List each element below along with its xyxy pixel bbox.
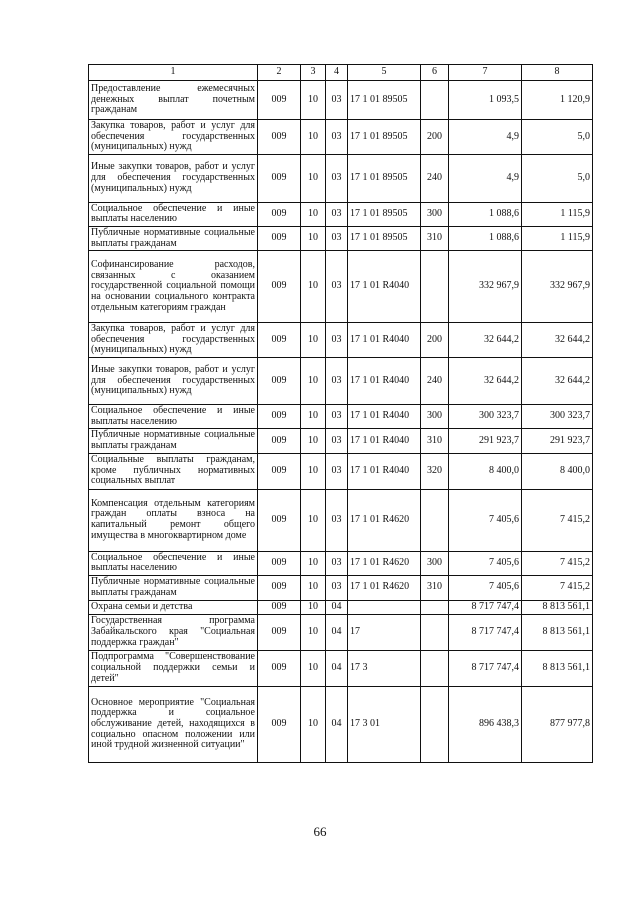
ministry-code: 009 [258, 429, 301, 453]
page-number: 66 [313, 824, 327, 839]
ministry-code: 009 [258, 600, 301, 614]
section-code: 10 [301, 614, 326, 650]
table-row [89, 489, 593, 551]
target-article-code: 17 [348, 614, 421, 650]
subsection-code: 04 [326, 614, 348, 650]
expense-type-code [421, 614, 449, 650]
amount-year-2: 8 813 561,1 [522, 650, 593, 686]
table-row [89, 600, 593, 614]
subsection-code: 03 [326, 202, 348, 226]
column-header: 6 [421, 65, 449, 81]
amount-year-1: 896 438,3 [449, 686, 522, 762]
table-row [89, 226, 593, 250]
row-description: Иные закупки товаров, работ и услуг для обеспечения государственных (муниципальных) нужд [89, 358, 258, 405]
amount-year-2: 5,0 [522, 120, 593, 155]
table-body [89, 65, 593, 763]
subsection-code: 03 [326, 251, 348, 323]
subsection-code: 03 [326, 120, 348, 155]
table-row [89, 614, 593, 650]
amount-year-2: 5,0 [522, 154, 593, 202]
amount-year-2: 1 120,9 [522, 81, 593, 120]
amount-year-1: 8 717 747,4 [449, 650, 522, 686]
section-code: 10 [301, 81, 326, 120]
expense-type-code: 320 [421, 453, 449, 489]
section-code: 10 [301, 226, 326, 250]
subsection-code: 03 [326, 405, 348, 429]
table-row [89, 575, 593, 600]
column-header: 8 [522, 65, 593, 81]
subsection-code: 04 [326, 686, 348, 762]
expense-type-code: 310 [421, 575, 449, 600]
target-article-code: 17 1 01 89505 [348, 154, 421, 202]
amount-year-2: 32 644,2 [522, 323, 593, 358]
row-description: Компенсация отдельным категориям граждан оплаты взноса на капитальный ремонт общего имущества в многоквартирном доме [89, 489, 258, 551]
expense-type-code: 200 [421, 323, 449, 358]
expense-type-code: 310 [421, 429, 449, 453]
section-code: 10 [301, 575, 326, 600]
ministry-code: 009 [258, 81, 301, 120]
expense-type-code: 300 [421, 551, 449, 575]
row-description: Иные закупки товаров, работ и услуг для обеспечения государственных (муниципальных) нужд [89, 154, 258, 202]
row-description: Публичные нормативные социальные выплаты гражданам [89, 226, 258, 250]
target-article-code: 17 3 01 [348, 686, 421, 762]
column-header: 2 [258, 65, 301, 81]
expense-type-code: 240 [421, 358, 449, 405]
row-description: Социальное обеспечение и иные выплаты населению [89, 551, 258, 575]
section-code: 10 [301, 251, 326, 323]
amount-year-2: 332 967,9 [522, 251, 593, 323]
row-description: Софинансирование расходов, связанных с оказанием государственной социальной помощи на основании социального контракта отдельным категориям граждан [89, 251, 258, 323]
ministry-code: 009 [258, 202, 301, 226]
amount-year-1: 7 405,6 [449, 551, 522, 575]
target-article-code: 17 1 01 R4040 [348, 323, 421, 358]
table-row [89, 686, 593, 762]
amount-year-2: 1 115,9 [522, 226, 593, 250]
row-description: Закупка товаров, работ и услуг для обеспечения государственных (муниципальных) нужд [89, 120, 258, 155]
column-header: 7 [449, 65, 522, 81]
row-description: Основное мероприятие "Социальная поддержка и социальное обслуживание детей, находящихся в социально опасном положении или иной трудной жизненной ситуации" [89, 686, 258, 762]
amount-year-2: 7 415,2 [522, 575, 593, 600]
amount-year-2: 7 415,2 [522, 551, 593, 575]
ministry-code: 009 [258, 614, 301, 650]
expense-type-code: 300 [421, 405, 449, 429]
table-row [89, 429, 593, 453]
row-description: Охрана семьи и детства [89, 600, 258, 614]
target-article-code: 17 1 01 89505 [348, 226, 421, 250]
expense-type-code: 240 [421, 154, 449, 202]
column-header: 5 [348, 65, 421, 81]
row-description: Подпрограмма "Совершенствование социальной поддержки семьи и детей" [89, 650, 258, 686]
table-header-row [89, 65, 593, 81]
subsection-code: 03 [326, 358, 348, 405]
table-row [89, 202, 593, 226]
target-article-code: 17 1 01 R4620 [348, 575, 421, 600]
table-row [89, 650, 593, 686]
target-article-code: 17 1 01 R4040 [348, 405, 421, 429]
ministry-code: 009 [258, 650, 301, 686]
subsection-code: 03 [326, 551, 348, 575]
amount-year-1: 1 088,6 [449, 226, 522, 250]
section-code: 10 [301, 551, 326, 575]
table-row [89, 323, 593, 358]
section-code: 10 [301, 358, 326, 405]
subsection-code: 03 [326, 323, 348, 358]
amount-year-1: 4,9 [449, 120, 522, 155]
ministry-code: 009 [258, 686, 301, 762]
target-article-code: 17 1 01 R4040 [348, 429, 421, 453]
subsection-code: 03 [326, 429, 348, 453]
amount-year-2: 877 977,8 [522, 686, 593, 762]
subsection-code: 03 [326, 453, 348, 489]
expense-type-code [421, 251, 449, 323]
subsection-code: 03 [326, 575, 348, 600]
ministry-code: 009 [258, 251, 301, 323]
budget-table [88, 64, 593, 763]
ministry-code: 009 [258, 323, 301, 358]
amount-year-2: 7 415,2 [522, 489, 593, 551]
subsection-code: 04 [326, 650, 348, 686]
amount-year-1: 7 405,6 [449, 489, 522, 551]
amount-year-1: 7 405,6 [449, 575, 522, 600]
table-row [89, 358, 593, 405]
target-article-code: 17 1 01 R4040 [348, 453, 421, 489]
amount-year-1: 32 644,2 [449, 323, 522, 358]
amount-year-1: 291 923,7 [449, 429, 522, 453]
amount-year-1: 8 400,0 [449, 453, 522, 489]
amount-year-2: 8 813 561,1 [522, 600, 593, 614]
ministry-code: 009 [258, 405, 301, 429]
target-article-code: 17 3 [348, 650, 421, 686]
expense-type-code [421, 686, 449, 762]
section-code: 10 [301, 686, 326, 762]
amount-year-1: 8 717 747,4 [449, 600, 522, 614]
subsection-code: 03 [326, 226, 348, 250]
row-description: Государственная программа Забайкальского края "Социальная поддержка граждан" [89, 614, 258, 650]
row-description: Социальное обеспечение и иные выплаты населению [89, 202, 258, 226]
amount-year-1: 300 323,7 [449, 405, 522, 429]
subsection-code: 03 [326, 81, 348, 120]
row-description: Публичные нормативные социальные выплаты гражданам [89, 575, 258, 600]
amount-year-2: 291 923,7 [522, 429, 593, 453]
amount-year-1: 1 093,5 [449, 81, 522, 120]
section-code: 10 [301, 429, 326, 453]
row-description: Социальные выплаты гражданам, кроме публичных нормативных социальных выплат [89, 453, 258, 489]
row-description: Публичные нормативные социальные выплаты гражданам [89, 429, 258, 453]
expense-type-code: 200 [421, 120, 449, 155]
section-code: 10 [301, 453, 326, 489]
section-code: 10 [301, 650, 326, 686]
ministry-code: 009 [258, 226, 301, 250]
target-article-code: 17 1 01 R4040 [348, 358, 421, 405]
ministry-code: 009 [258, 453, 301, 489]
amount-year-2: 8 813 561,1 [522, 614, 593, 650]
ministry-code: 009 [258, 154, 301, 202]
ministry-code: 009 [258, 489, 301, 551]
target-article-code: 17 1 01 89505 [348, 202, 421, 226]
section-code: 10 [301, 405, 326, 429]
amount-year-1: 8 717 747,4 [449, 614, 522, 650]
section-code: 10 [301, 323, 326, 358]
table-row [89, 453, 593, 489]
section-code: 10 [301, 120, 326, 155]
row-description: Предоставление ежемесячных денежных выплат почетным гражданам [89, 81, 258, 120]
target-article-code: 17 1 01 R4040 [348, 251, 421, 323]
target-article-code [348, 600, 421, 614]
amount-year-1: 4,9 [449, 154, 522, 202]
amount-year-2: 8 400,0 [522, 453, 593, 489]
table-row [89, 154, 593, 202]
table-row [89, 251, 593, 323]
column-header: 1 [89, 65, 258, 81]
amount-year-2: 1 115,9 [522, 202, 593, 226]
row-description: Социальное обеспечение и иные выплаты населению [89, 405, 258, 429]
section-code: 10 [301, 600, 326, 614]
ministry-code: 009 [258, 120, 301, 155]
table-row [89, 120, 593, 155]
section-code: 10 [301, 154, 326, 202]
table-row [89, 81, 593, 120]
target-article-code: 17 1 01 R4620 [348, 489, 421, 551]
column-header: 3 [301, 65, 326, 81]
expense-type-code [421, 600, 449, 614]
row-description: Закупка товаров, работ и услуг для обеспечения государственных (муниципальных) нужд [89, 323, 258, 358]
amount-year-1: 332 967,9 [449, 251, 522, 323]
expense-type-code [421, 489, 449, 551]
section-code: 10 [301, 489, 326, 551]
expense-type-code: 310 [421, 226, 449, 250]
expense-type-code [421, 650, 449, 686]
target-article-code: 17 1 01 89505 [348, 81, 421, 120]
table-row [89, 405, 593, 429]
table-row [89, 551, 593, 575]
amount-year-1: 32 644,2 [449, 358, 522, 405]
amount-year-2: 32 644,2 [522, 358, 593, 405]
expense-type-code [421, 81, 449, 120]
section-code: 10 [301, 202, 326, 226]
target-article-code: 17 1 01 89505 [348, 120, 421, 155]
subsection-code: 03 [326, 489, 348, 551]
amount-year-1: 1 088,6 [449, 202, 522, 226]
amount-year-2: 300 323,7 [522, 405, 593, 429]
expense-type-code: 300 [421, 202, 449, 226]
ministry-code: 009 [258, 551, 301, 575]
ministry-code: 009 [258, 575, 301, 600]
ministry-code: 009 [258, 358, 301, 405]
target-article-code: 17 1 01 R4620 [348, 551, 421, 575]
subsection-code: 03 [326, 154, 348, 202]
subsection-code: 04 [326, 600, 348, 614]
column-header: 4 [326, 65, 348, 81]
